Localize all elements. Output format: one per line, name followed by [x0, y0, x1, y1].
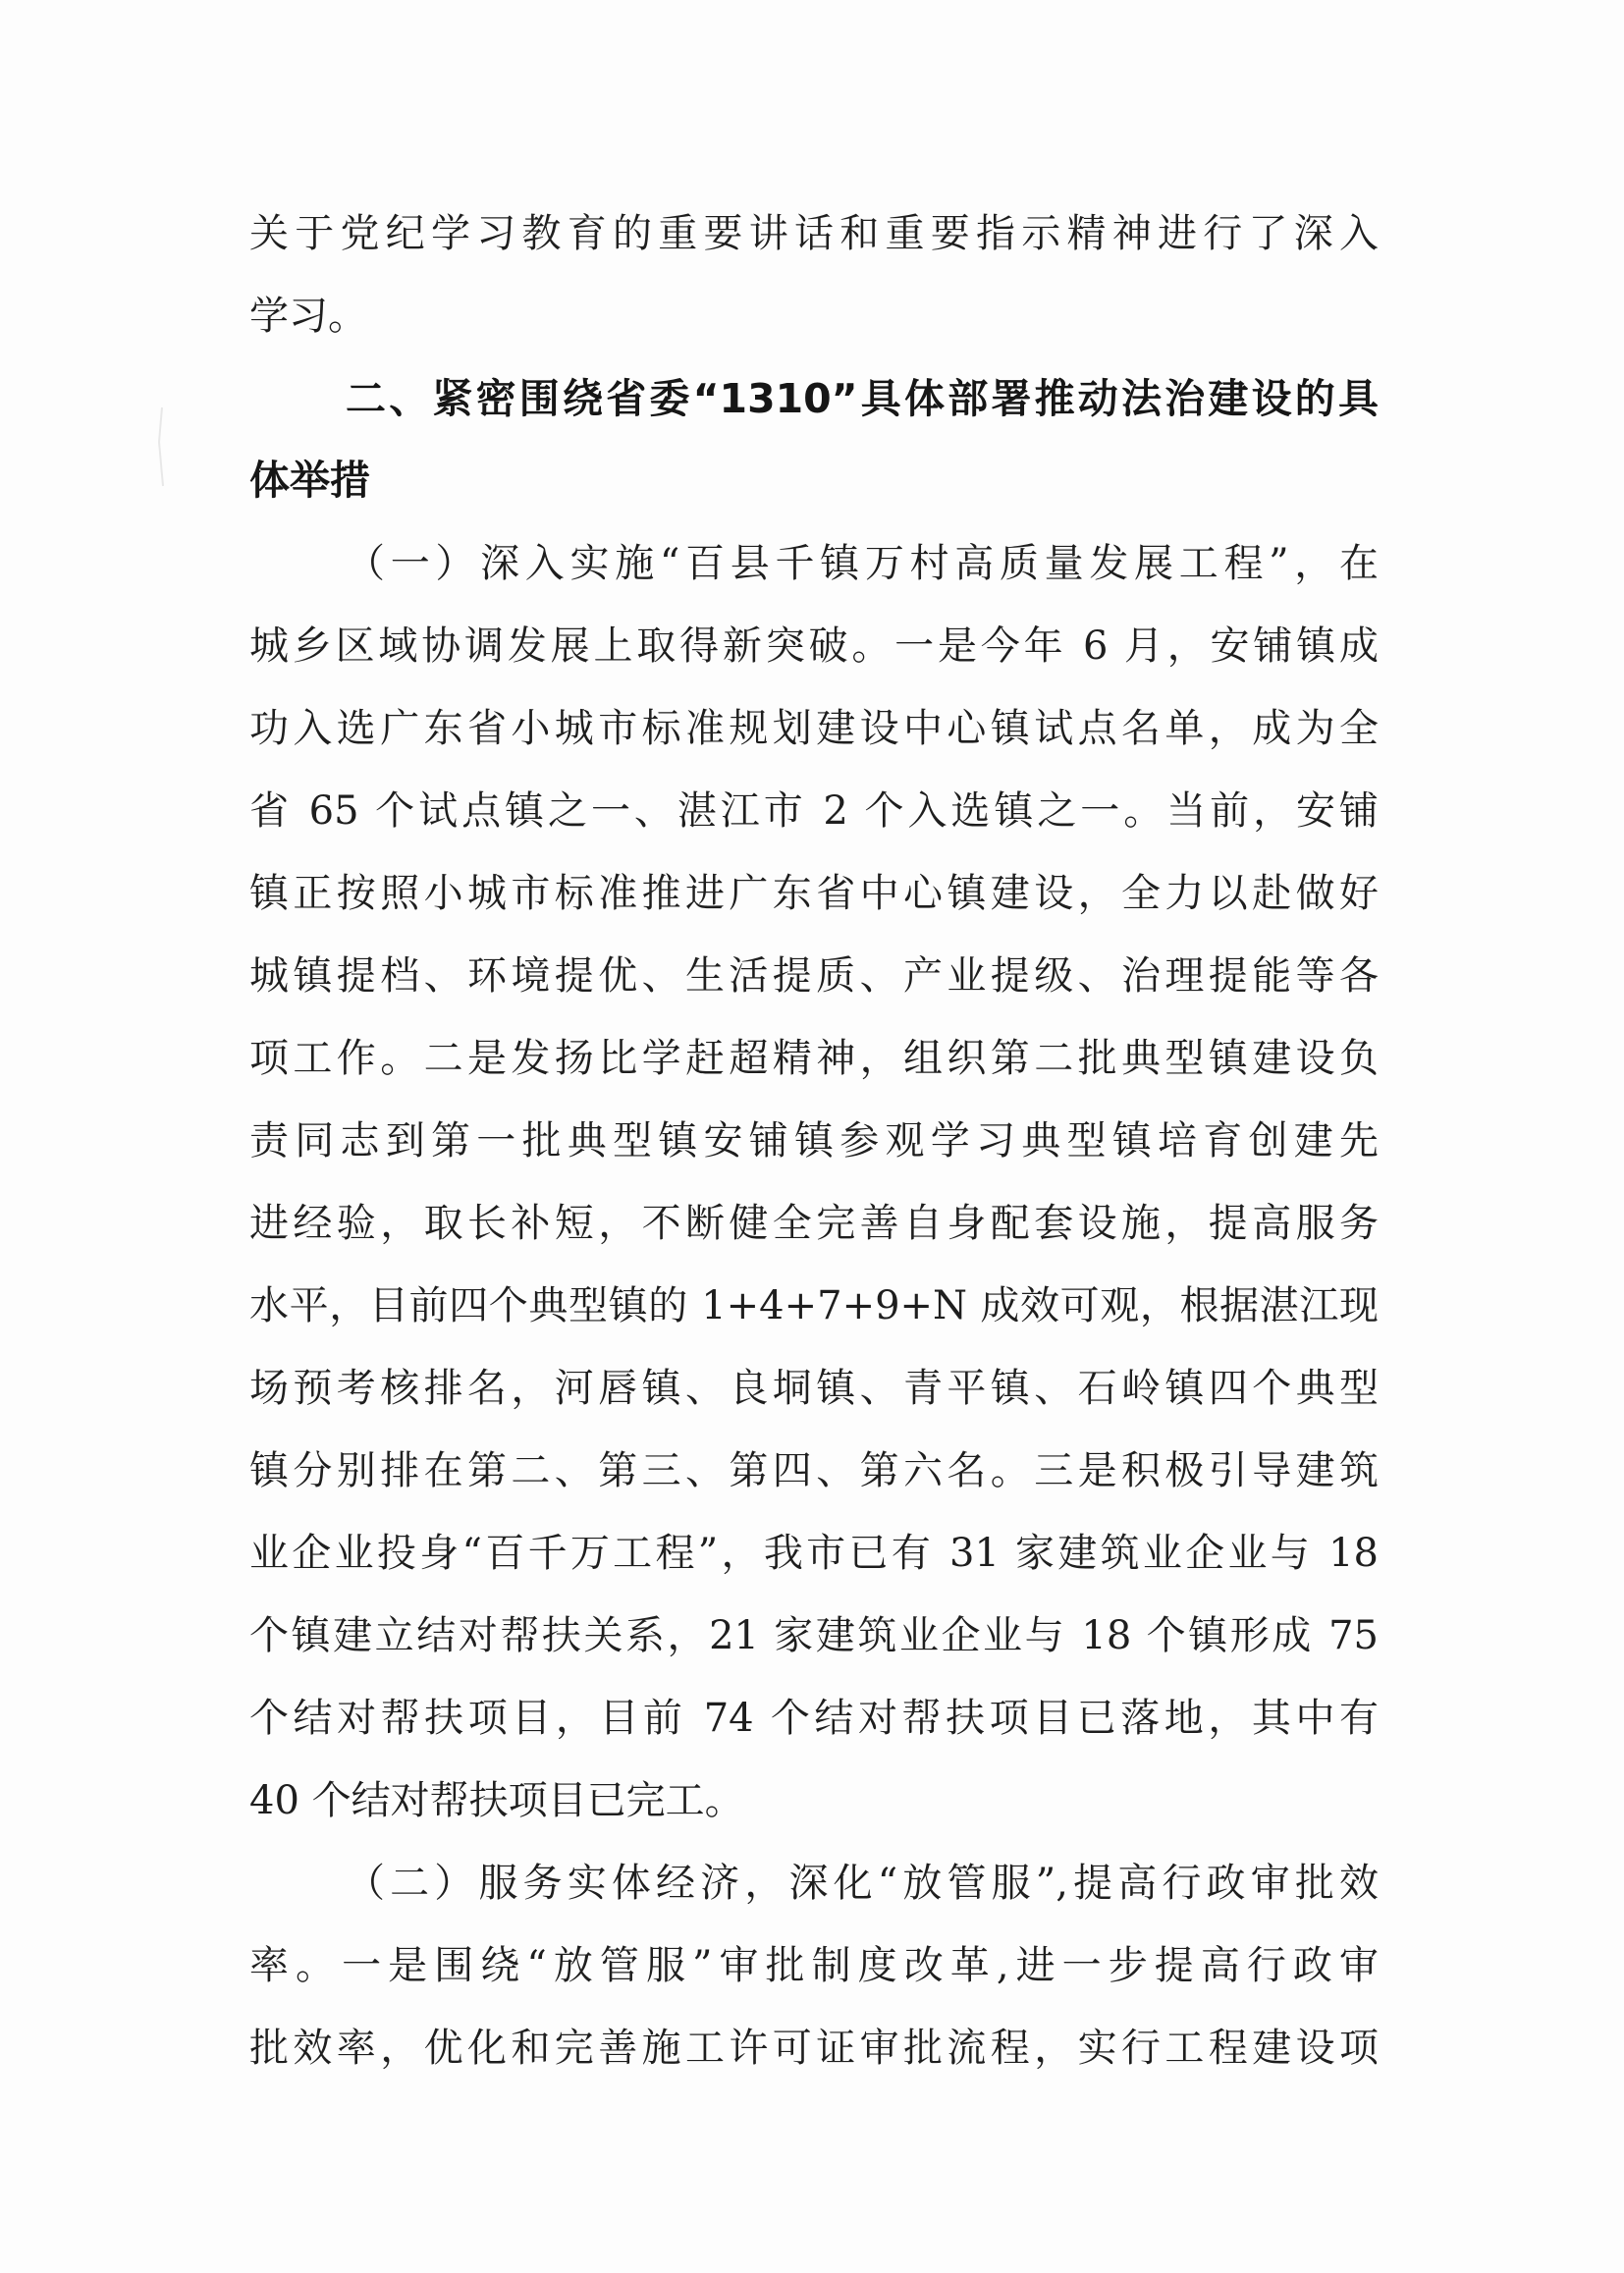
body-line-15: 场预考核排名，河唇镇、良垌镇、青平镇、石岭镇四个典型: [249, 1366, 1379, 1411]
body-line-7: 功入选广东省小城市标准规划建设中心镇试点名单，成为全: [249, 706, 1379, 751]
section-heading-line-1: 二、紧密围绕省委“1310”具体部署推动法治建设的具: [346, 375, 1379, 422]
body-line-16: 镇分别排在第二、第三、第四、第六名。三是积极引导建筑: [249, 1448, 1379, 1493]
body-line-9: 镇正按照小城市标准推进广东省中心镇建设，全力以赴做好: [249, 871, 1379, 916]
body-line-13: 进经验，取长补短，不断健全完善自身配套设施，提高服务: [249, 1201, 1379, 1246]
body-line-12: 责同志到第一批典型镇安铺镇参观学习典型镇培育创建先: [249, 1118, 1379, 1164]
body-line-10: 城镇提档、环境提优、生活提质、产业提级、治理提能等各: [249, 953, 1379, 999]
scan-artifact-mark: [147, 403, 177, 491]
body-line-17: 业企业投身“百千万工程”，我市已有 31 家建筑业企业与 18: [249, 1531, 1379, 1576]
body-line-14: 水平，目前四个典型镇的 1+4+7+9+N 成效可观，根据湛江现: [249, 1283, 1379, 1328]
body-line-8: 省 65 个试点镇之一、湛江市 2 个入选镇之一。当前，安铺: [249, 788, 1379, 834]
body-line-18: 个镇建立结对帮扶关系，21 家建筑业企业与 18 个镇形成 75: [249, 1613, 1379, 1658]
body-line-19: 个结对帮扶项目，目前 74 个结对帮扶项目已落地，其中有: [249, 1696, 1379, 1741]
body-line-23: 批效率，优化和完善施工许可证审批流程，实行工程建设项: [249, 2026, 1379, 2071]
subsection-one-line-1: （一）深入实施“百县千镇万村高质量发展工程”，在: [346, 541, 1379, 586]
body-line-6: 城乡区域协调发展上取得新突破。一是今年 6 月，安铺镇成: [249, 623, 1379, 669]
body-line-22: 率。一是围绕“放管服”审批制度改革,进一步提高行政审: [249, 1943, 1379, 1988]
body-line-11: 项工作。二是发扬比学赶超精神，组织第二批典型镇建设负: [249, 1036, 1379, 1081]
body-line-1: 关于党纪学习教育的重要讲话和重要指示精神进行了深入: [249, 211, 1379, 256]
body-line-20: 40 个结对帮扶项目已完工。: [249, 1778, 744, 1823]
subsection-two-line-1: （二）服务实体经济，深化“放管服”,提高行政审批效: [346, 1861, 1379, 1906]
section-heading-line-2: 体举措: [249, 457, 370, 504]
body-line-2: 学习。: [249, 294, 367, 339]
